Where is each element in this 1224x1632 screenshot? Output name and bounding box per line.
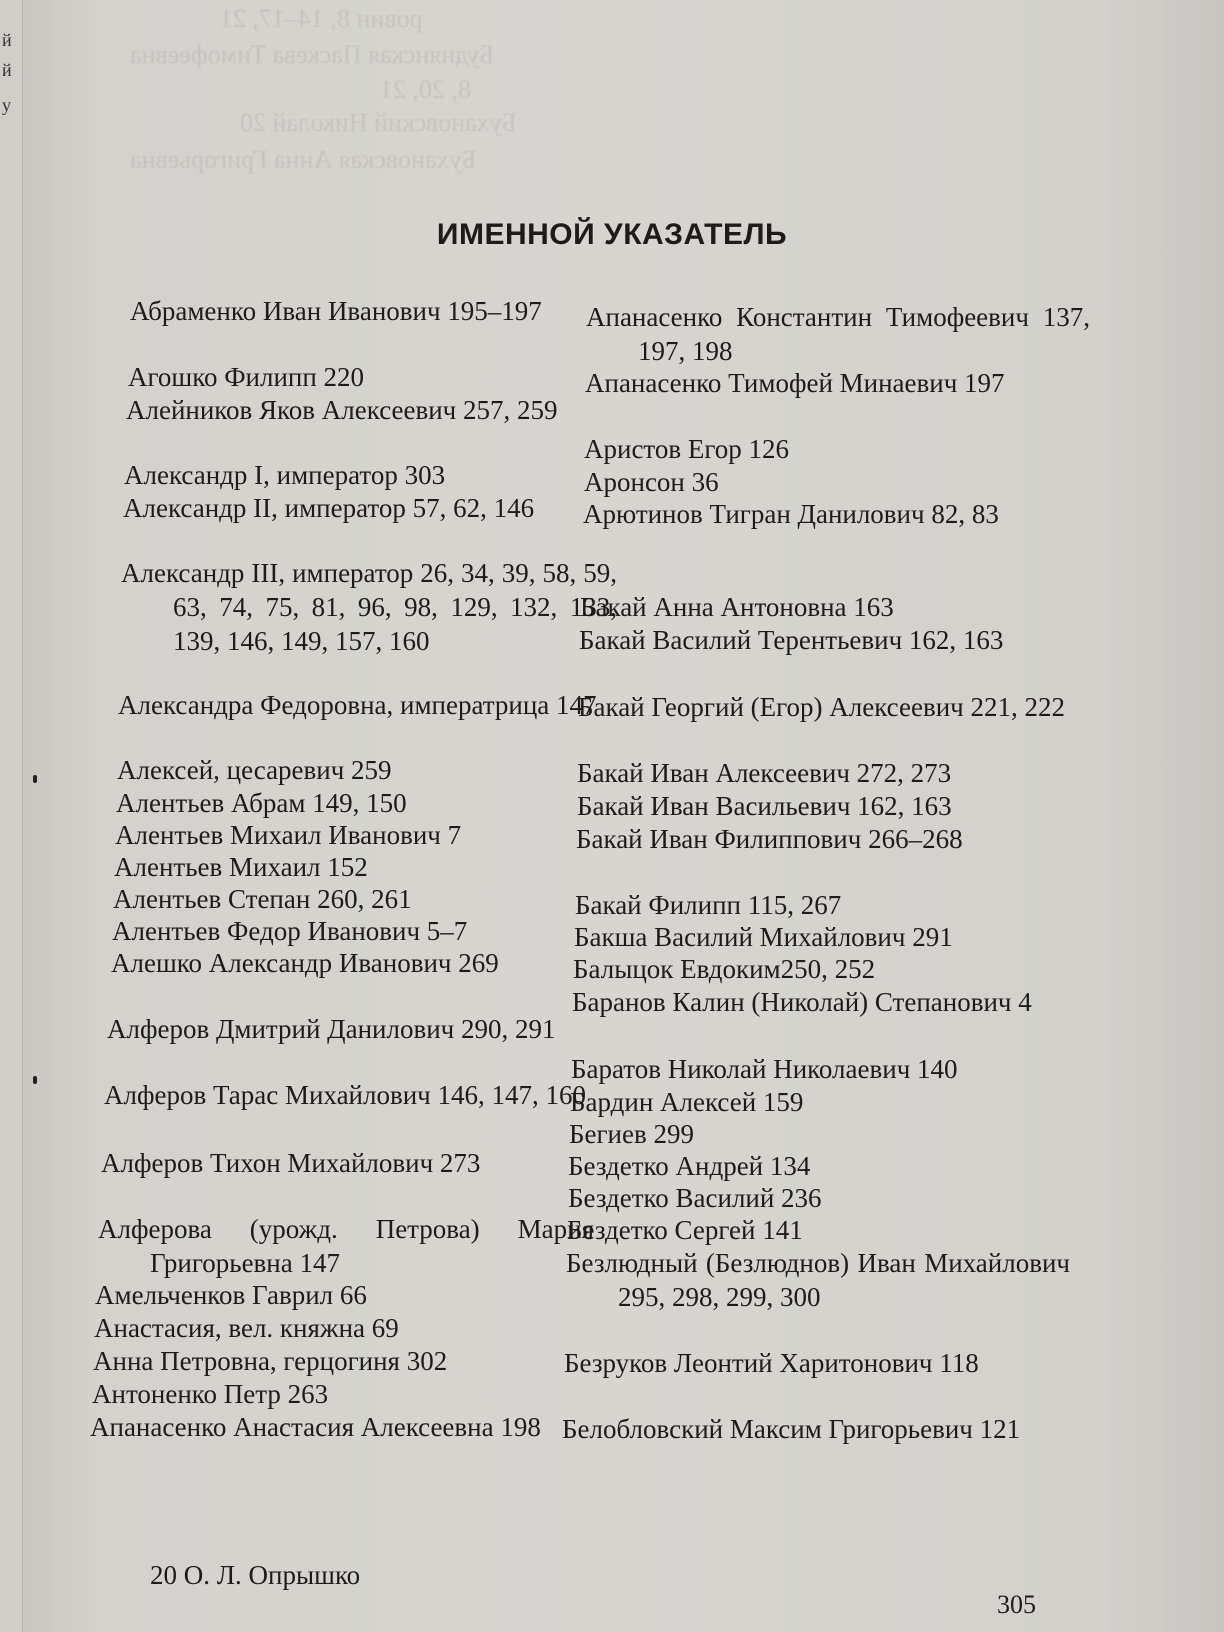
print-speck	[33, 775, 37, 783]
index-entry: Алентьев Абрам 149, 150	[116, 788, 407, 818]
bleed-through-text: 8, 20, 21	[380, 75, 471, 104]
index-entry: Апанасенко Анастасия Алексеевна 198	[90, 1412, 541, 1442]
bleed-through-text: ровин 8, 14–17, 21	[220, 4, 423, 33]
index-entry: Белобловский Максим Григорьевич 121	[562, 1414, 1021, 1444]
index-entry: Алентьев Федор Иванович 5–7	[112, 916, 468, 946]
index-entry: Алферов Тихон Михайлович 273	[101, 1148, 481, 1178]
index-entry: Алферов Тарас Михайлович 146, 147, 160	[104, 1080, 587, 1110]
index-entry: Бакай Анна Антоновна 163	[580, 592, 894, 622]
index-entry: Безруков Леонтий Харитонович 118	[564, 1348, 979, 1378]
page-title: ИМЕННОЙ УКАЗАТЕЛЬ	[436, 218, 788, 251]
index-entry: Александр I, император 303	[124, 460, 446, 490]
edge-char: й	[2, 60, 12, 80]
index-entry: Бакай Иван Алексеевич 272, 273	[577, 758, 952, 788]
bleed-through-text: Бухановский Николай 20	[240, 108, 517, 137]
index-entry: Агошко Филипп 220	[128, 362, 365, 392]
index-entry: Арютинов Тигран Данилович 82, 83	[583, 499, 999, 529]
index-entry: Баранов Калин (Николай) Степанович 4	[572, 987, 1032, 1017]
index-entry: Анна Петровна, герцогиня 302	[93, 1346, 448, 1376]
index-entry: Алферова (урожд. Петрова) Мария Григорьевна 147	[98, 1214, 594, 1278]
index-entry: Алейников Яков Алексеевич 257, 259	[126, 395, 558, 425]
index-entry: Аристов Егор 126	[584, 434, 790, 464]
index-entry: Александр II, император 57, 62, 146	[123, 493, 535, 523]
index-entry: Балыцок Евдоким250, 252	[573, 954, 876, 984]
index-entry: Александр III, император 26, 34, 39, 58, 59, 63, 74, 75, 81, 96, 98, 129, 132, 133, 139, 146, 149, 157, 160	[121, 558, 617, 656]
index-entry: Апанасенко Константин Тимофеевич 137, 197, 198	[586, 302, 1090, 366]
index-entry: Александра Федоровна, императрица 147	[118, 690, 597, 720]
index-entry: Амельченков Гаврил 66	[95, 1280, 367, 1310]
bleed-through-text: Бухановская Анна Григорьевна	[130, 145, 477, 174]
index-entry: Бездетко Василий 236	[568, 1183, 822, 1213]
index-entry: Апанасенко Тимофей Минаевич 197	[585, 368, 1005, 398]
index-entry: Алентьев Степан 260, 261	[113, 884, 412, 914]
index-entry: Бардин Алексей 159	[570, 1087, 804, 1117]
index-entry: Алентьев Михаил Иванович 7	[115, 820, 462, 850]
index-entry: Антоненко Петр 263	[92, 1379, 329, 1409]
print-speck	[33, 1076, 37, 1084]
index-entry: Бездетко Андрей 134	[568, 1151, 811, 1181]
bleed-through-text: Буднянская Паскева Тимофеевна	[130, 40, 495, 69]
index-entry: Алексей, цесаревич 259	[117, 755, 392, 785]
index-entry: Бакай Василий Терентьевич 162, 163	[579, 625, 1004, 655]
index-entry: Безлюдный (Безлюднов) Иван Михайлович 295, 298, 299, 300	[566, 1248, 1070, 1312]
index-entry: Бакай Иван Филиппович 266–268	[576, 824, 963, 854]
index-entry: Алентьев Михаил 152	[114, 852, 368, 882]
index-entry: Бакай Иван Васильевич 162, 163	[577, 791, 952, 821]
index-entry: Алешко Александр Иванович 269	[111, 948, 499, 978]
index-entry: Бездетко Сергей 141	[567, 1215, 803, 1245]
index-entry: Бакай Филипп 115, 267	[575, 890, 842, 920]
index-entry: Аронсон 36	[584, 467, 719, 497]
index-entry: Бакай Георгий (Егор) Алексеевич 221, 222	[578, 692, 1065, 722]
index-entry: Абраменко Иван Иванович 195–197	[130, 296, 542, 326]
edge-char: у	[2, 95, 11, 115]
index-entry: Бегиев 299	[569, 1119, 694, 1149]
page-number: 305	[997, 1590, 1036, 1619]
edge-char: й	[2, 30, 12, 50]
index-entry: Анастасия, вел. княжна 69	[94, 1313, 399, 1343]
index-entry: Бакша Василий Михайлович 291	[574, 922, 953, 952]
signature-mark: 20 О. Л. Опрышко	[150, 1560, 361, 1590]
index-entry: Баратов Николай Николаевич 140	[571, 1054, 958, 1084]
index-entry: Алферов Дмитрий Данилович 290, 291	[107, 1014, 556, 1044]
